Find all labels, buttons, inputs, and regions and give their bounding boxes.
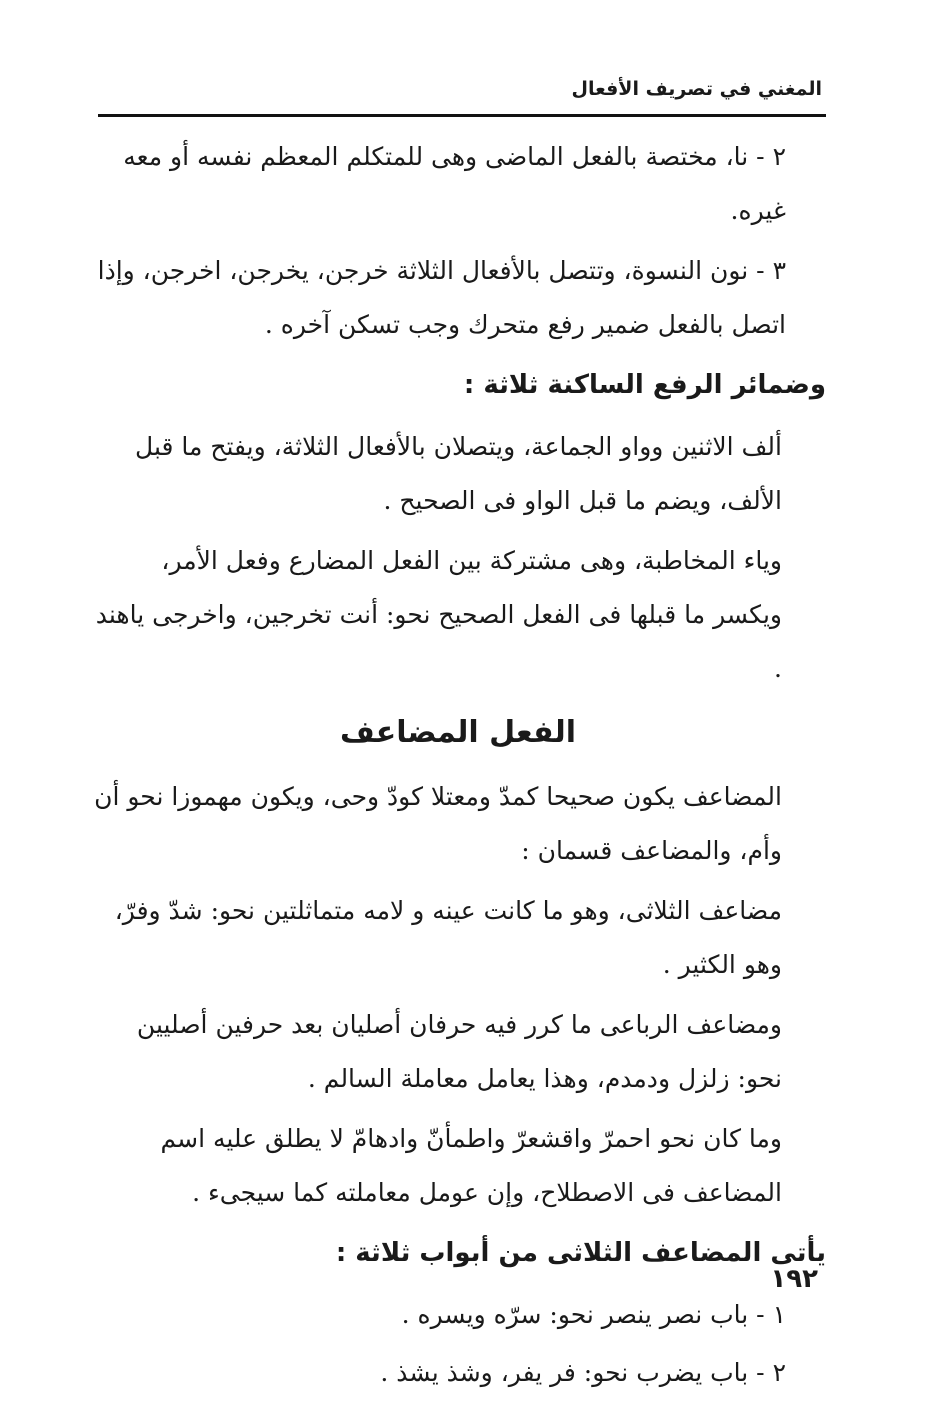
- list-item: ٢ - باب يضرب نحو: فر يفر، وشذ يشذ .: [380, 1358, 786, 1387]
- section-title: الفعل المضاعف: [339, 715, 576, 750]
- running-header: المغني في تصريف الأفعال: [571, 78, 822, 100]
- paragraph-mudaaf-rubai: ومضاعف الرباعى ما كرر فيه حرفان أصليان بعد حرفين أصليين نحو: زلزل ودمدم، وهذا يعامل معاملة السالم .: [136, 1010, 782, 1093]
- page-body: [90, 130, 826, 1404]
- list-item: ١ - باب نصر ينصر نحو: سرّه ويسره .: [401, 1300, 786, 1329]
- paragraph-item-3: ٣ - نون النسوة، وتتصل بالأفعال الثلاثة خرجن، يخرجن، اخرجن، وإذا اتصل بالفعل ضمير رفع متحرك وجب تسكن آخره .: [97, 256, 786, 339]
- paragraph-alif-waw: ألف الاثنين وواو الجماعة، ويتصلان بالأفعال الثلاثة، ويفتح ما قبل الألف، ويضم ما قبل الواو فى الصحيح .: [135, 432, 782, 515]
- paragraph-mudaaf-thulathi: مضاعف الثلاثى، وهو ما كانت عينه و لامه متماثلتين نحو: شدّ وفرّ، وهو الكثير .: [114, 896, 782, 979]
- paragraph-mudaaf-intro: المضاعف يكون صحيحا كمدّ ومعتلا كودّ وحى، ويكون مهموزا نحو أن وأم، والمضاعف قسمان :: [94, 782, 782, 865]
- header-rule: [98, 114, 826, 117]
- paragraph-ya-mukhataba: وياء المخاطبة، وهى مشتركة بين الفعل المضارع وفعل الأمر، ويكسر ما قبلها فى الفعل الصحيح نحو: أنت تخرجين، واخرجى ياهند .: [95, 546, 782, 683]
- page-number: ١٩٢: [770, 1264, 818, 1294]
- heading-abwab: يأتى المضاعف الثلاثى من أبواب ثلاثة :: [335, 1238, 826, 1268]
- heading-sakin-pronouns: وضمائر الرفع الساكنة ثلاثة :: [463, 370, 826, 400]
- paragraph-not-mudaaf: وما كان نحو احمرّ واقشعرّ واطمأنّ وادهامّ لا يطلق عليه اسم المضاعف فى الاصطلاح، وإن عومل معاملته كما سيجىء .: [160, 1124, 782, 1207]
- paragraph-item-2: ٢ - نا، مختصة بالفعل الماضى وهى للمتكلم المعظم نفسه أو معه غيره.: [123, 142, 786, 225]
